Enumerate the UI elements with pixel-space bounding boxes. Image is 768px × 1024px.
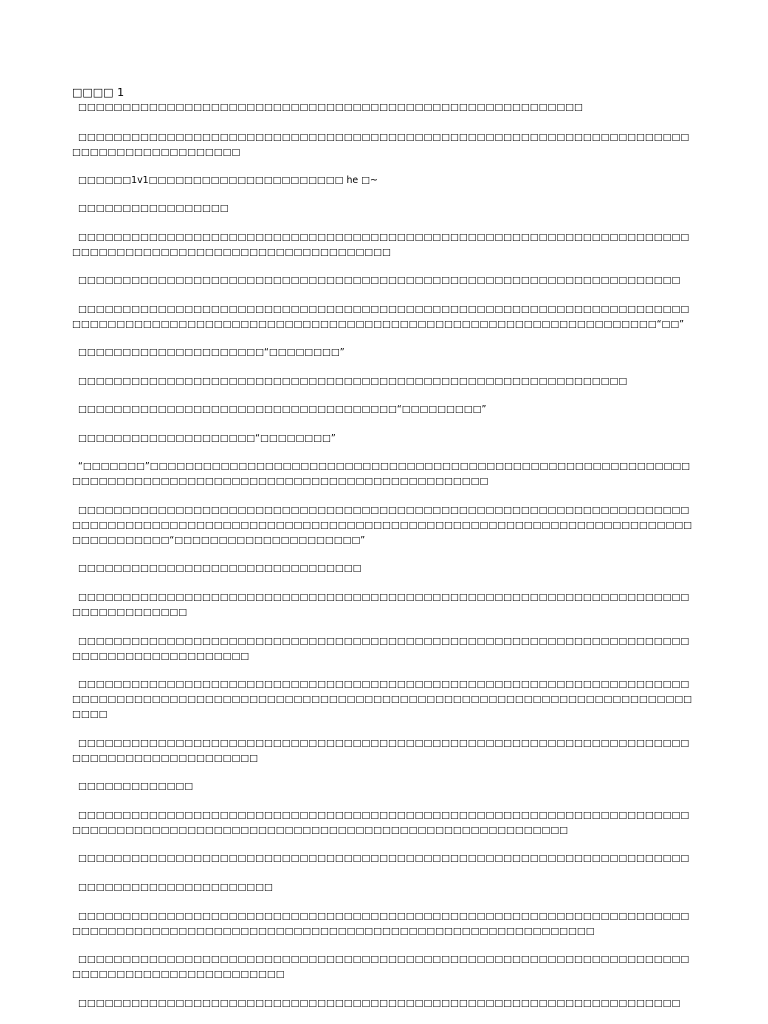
paragraph: □□□□□□1v1□□□□□□□□□□□□□□□□□□□□□□ he □~ [78,175,378,186]
paragraph: □□□□□□□□□□□□□□□□□□□□□□□□□□□□□□□□□□□□□□□□□□□□□□□□□□□□□□□□□□□□□□□□□□□□ [78,275,681,286]
paragraph: □□□□□□□□□□□□□□□□□□□□□□□□□□□□□□□□□□□□□□□□□□□□□□□□□□□□□□□□□□□□□□□□□□□□□□□□□□□□□□□□□□□□□□□□□□□□□□□□□□□□□□□□□□□□□□□□□□□□□□□□□□□□□□□□□□□□□□□“□□” [72,304,690,330]
paragraph: □□□□□□□□□□□□□□□□□□□□□□□□□□□□□□□□ [78,563,362,574]
paragraph: □□□□□□□□□□□□□□□□□□□□□□□□□□□□□□□□□□□□“□□□□□□□□□” [78,404,487,415]
paragraph: □□□□□□□□□□□□□□□□□□□□□□□□□□□□□□□□□□□□□□□□□□□□□□□□□□□□□□□□□□□□□□□□□□□□ [78,998,681,1009]
paragraph: □□□□□□□□□□□□□□□□□□□□□□□□□□□□□□□□□□□□□□□□□□□□□□□□□□□□□□□□□□□□□□□□□□□□□□□□□□□□□□□□□□□□□□□□□□□□□□□□□□□□□□□□□□□□□□□□□□□□□□□□□□□□□ [72,810,690,836]
chapter-title: □□□□ 1 [72,86,125,99]
paragraph: □□□□□□□□□□□□□□□□□□□□□□□□□□□□□□□□□□□□□□□□□□□□□□□□□□□□□□□□□ [78,102,583,113]
paragraph: □□□□□□□□□□□□□□□□□□□□□□□□□□□□□□□□□□□□□□□□□□□□□□□□□□□□□□□□□□□□□□□□□□□□□□□□□□□□□□□□□□□□□□□□□□□□□□□□□□□□□□□□□ [72,232,690,258]
paragraph: □□□□□□□□□□□□□□□□□□□□□□□□□□□□□□□□□□□□□□□□□□□□□□□□□□□□□□□□□□□□□□ [78,376,628,387]
paragraph: “□□□□□□□”□□□□□□□□□□□□□□□□□□□□□□□□□□□□□□□□□□□□□□□□□□□□□□□□□□□□□□□□□□□□□□□□□□□□□□□□□□□□□□□□□□□□□□□□□□□□□□□□□□□□□□□□□□□□ [72,461,691,487]
paragraph: □□□□□□□□□□□□□□□□□□□□□□□□□□□□□□□□□□□□□□□□□□□□□□□□□□□□□□□□□□□□□□□□□□□□□□□□□□□□□□□□□□ [72,592,690,618]
paragraph: □□□□□□□□□□□□□ [78,781,194,792]
paragraph: □□□□□□□□□□□□□□□□□□□□□□□□□□□□□□□□□□□□□□□□□□□□□□□□□□□□□□□□□□□□□□□□□□□□□□□□□□□□□□□□□□□□□□□□□□□□□□□□□□□□□□□□□□□□□□□□□□□□□□□□□□□□□□□□□□□□□□□□□□□□□□□ [72,679,693,720]
paragraph: □□□□□□□□□□□□□□□□□□□□□□□□□□□□□□□□□□□□□□□□□□□□□□□□□□□□□□□□□□□□□□□□□□□□□□□□□□□□□□□□□□□□□□□□ [72,132,690,158]
paragraph: □□□□□□□□□□□□□□□□□□□□□□□□□□□□□□□□□□□□□□□□□□□□□□□□□□□□□□□□□□□□□□□□□□□□□□□□□□□□□□□□□□□□□□□□□□ [72,738,690,764]
paragraph: □□□□□□□□□□□□□□□□□□□□□□□□□□□□□□□□□□□□□□□□□□□□□□□□□□□□□□□□□□□□□□□□□□□□□□□□□□□□□□□□□□□□□□□□□□□□□□□□□□□□□□□□□□□□□□□□□□□□□□□□□□□□□□□□ [72,911,690,937]
paragraph: □□□□□□□□□□□□□□□□□□□□□“□□□□□□□□” [78,347,345,358]
paragraph: □□□□□□□□□□□□□□□□□□□□□□□□□□□□□□□□□□□□□□□□□□□□□□□□□□□□□□□□□□□□□□□□□□□□□ [78,853,690,864]
paragraph: □□□□□□□□□□□□□□□□□□□□“□□□□□□□□” [78,433,336,444]
paragraph: □□□□□□□□□□□□□□□□□□□□□□□□□□□□□□□□□□□□□□□□□□□□□□□□□□□□□□□□□□□□□□□□□□□□□□□□□□□□□□□□□□□□□□□□□ [72,636,690,662]
document-page [72,86,698,1011]
paragraph: □□□□□□□□□□□□□□□□□□□□□□ [78,882,273,893]
paragraph: □□□□□□□□□□□□□□□□□□□□□□□□□□□□□□□□□□□□□□□□□□□□□□□□□□□□□□□□□□□□□□□□□□□□□□□□□□□□□□□□□□□□□□□□□□□□□□□□□□□□□□□□□□□□□□□□□□□□□□□□□□□□□□□□□□□□□□□□□□□□□□□□□□□□□□“□□□□□□□□□□□□□□□□□□□□□” [72,505,693,546]
paragraph: □□□□□□□□□□□□□□□□□ [78,203,229,214]
paragraph: □□□□□□□□□□□□□□□□□□□□□□□□□□□□□□□□□□□□□□□□□□□□□□□□□□□□□□□□□□□□□□□□□□□□□□□□□□□□□□□□□□□□□□□□□□□□□ [72,954,690,980]
